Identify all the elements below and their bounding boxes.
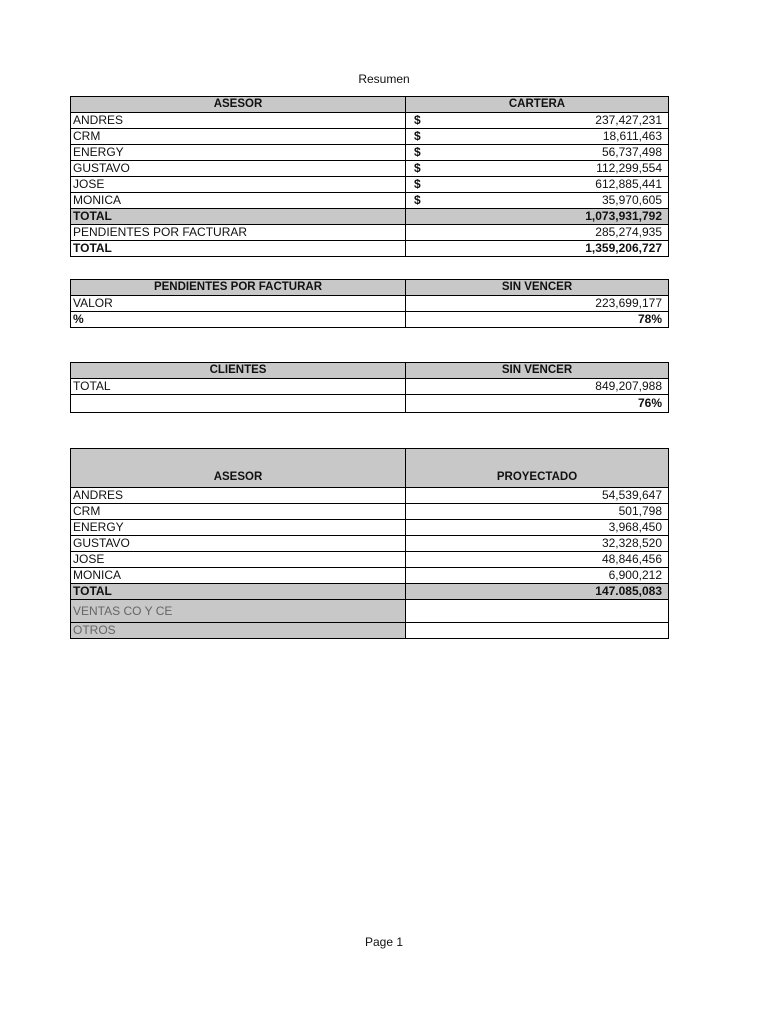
grand-total-label: TOTAL: [71, 241, 406, 257]
clientes-table: [70, 362, 669, 413]
currency-symbol: $: [414, 193, 421, 207]
row-name: MONICA: [71, 568, 406, 584]
table-row: [71, 113, 669, 129]
row-name: ANDRES: [71, 488, 406, 504]
pendientes-table: [70, 279, 669, 328]
row-name: ENERGY: [71, 520, 406, 536]
otros-value: [406, 623, 669, 639]
column-header-asesor: ASESOR: [71, 97, 406, 113]
row-value: 3,968,450: [406, 520, 669, 536]
row-name: MONICA: [71, 193, 406, 209]
table-row: [71, 129, 669, 145]
column-header-clientes: CLIENTES: [71, 363, 406, 379]
pendientes-row: [71, 225, 669, 241]
row-value: [406, 161, 669, 177]
row-value-text: 237,427,231: [595, 113, 662, 127]
grand-total-row: [71, 241, 669, 257]
proyectado-table: [70, 448, 669, 639]
row-name: ENERGY: [71, 145, 406, 161]
row-name: JOSE: [71, 552, 406, 568]
total-label: TOTAL: [71, 584, 406, 600]
pendientes-value: 285,274,935: [406, 225, 669, 241]
row-value: 54,539,647: [406, 488, 669, 504]
row-value: 48,846,456: [406, 552, 669, 568]
table-row: [71, 568, 669, 584]
grand-total-value: 1,359,206,727: [406, 241, 669, 257]
table-row: [71, 296, 669, 312]
clientes-total-value: 849,207,988: [406, 379, 669, 395]
page-title: Resumen: [358, 72, 410, 86]
otros-row: [71, 623, 669, 639]
table-row: [71, 379, 669, 395]
otros-label: OTROS: [71, 623, 406, 639]
table-row: [71, 193, 669, 209]
row-name: JOSE: [71, 177, 406, 193]
ventas-value: [406, 600, 669, 623]
pendientes-label: PENDIENTES POR FACTURAR: [71, 225, 406, 241]
column-header-asesor: ASESOR: [71, 449, 406, 488]
column-header-proyectado: PROYECTADO: [406, 449, 669, 488]
total-value: 1,073,931,792: [406, 209, 669, 225]
column-header-cartera: CARTERA: [406, 97, 669, 113]
row-value-text: 112,299,554: [596, 161, 662, 175]
row-value: 32,328,520: [406, 536, 669, 552]
row-value-text: 35,970,605: [601, 193, 662, 207]
clientes-pct-value: 76%: [406, 395, 669, 413]
row-value: [406, 193, 669, 209]
cartera-table: [70, 96, 669, 257]
row-value: [406, 177, 669, 193]
row-value: [406, 113, 669, 129]
table-row: [71, 312, 669, 328]
currency-symbol: $: [414, 113, 421, 127]
currency-symbol: $: [414, 177, 421, 191]
currency-symbol: $: [414, 129, 421, 143]
valor-value: 223,699,177: [406, 296, 669, 312]
table-row: [71, 161, 669, 177]
table-header-row: [71, 97, 669, 113]
row-value: 501,798: [406, 504, 669, 520]
column-header-sin-vencer: SIN VENCER: [406, 363, 669, 379]
table-row: [71, 395, 669, 413]
clientes-total-label: TOTAL: [71, 379, 406, 395]
row-value: 6,900,212: [406, 568, 669, 584]
column-header-pendientes: PENDIENTES POR FACTURAR: [71, 280, 406, 296]
row-name: CRM: [71, 504, 406, 520]
total-row: [71, 584, 669, 600]
row-name: CRM: [71, 129, 406, 145]
ventas-row: [71, 600, 669, 623]
table-header-row: [71, 280, 669, 296]
row-value: [406, 129, 669, 145]
row-value-text: 612,885,441: [595, 177, 662, 191]
pct-label: %: [71, 312, 406, 328]
total-row: [71, 209, 669, 225]
table-row: [71, 552, 669, 568]
row-value-text: 18,611,463: [602, 129, 662, 143]
table-row: [71, 504, 669, 520]
row-value: [406, 145, 669, 161]
row-name: GUSTAVO: [71, 161, 406, 177]
table-header-row: [71, 363, 669, 379]
row-value-text: 56,737,498: [601, 145, 662, 159]
table-row: [71, 520, 669, 536]
page-footer: Page 1: [364, 935, 404, 949]
pct-value: 78%: [406, 312, 669, 328]
ventas-label: VENTAS CO Y CE: [71, 600, 406, 623]
table-row: [71, 177, 669, 193]
row-name: ANDRES: [71, 113, 406, 129]
empty-cell: [71, 395, 406, 413]
table-row: [71, 488, 669, 504]
row-name: GUSTAVO: [71, 536, 406, 552]
table-header-row: [71, 449, 669, 488]
total-label: TOTAL: [71, 209, 406, 225]
currency-symbol: $: [414, 145, 421, 159]
valor-label: VALOR: [71, 296, 406, 312]
table-row: [71, 536, 669, 552]
table-row: [71, 145, 669, 161]
total-value: 147.085,083: [406, 584, 669, 600]
currency-symbol: $: [414, 161, 421, 175]
column-header-sin-vencer: SIN VENCER: [406, 280, 669, 296]
